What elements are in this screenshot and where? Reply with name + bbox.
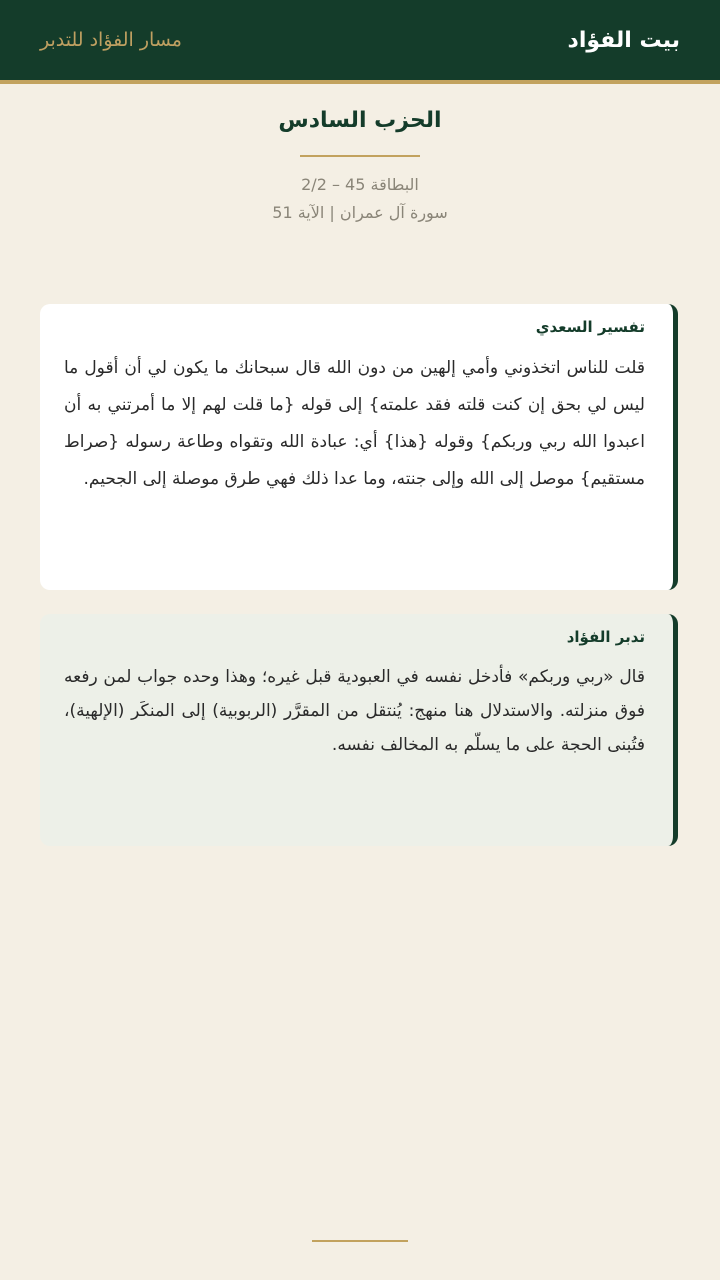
tadabbur-card	[40, 614, 678, 846]
hizb-title: الحزب السادس	[278, 108, 442, 133]
section-header	[0, 104, 720, 227]
tafsir-label: تفسير السعدي	[535, 318, 645, 336]
tadabbur-label: تدبر الفؤاد	[566, 628, 645, 646]
app-brand-title: بيت الفؤاد	[567, 27, 680, 53]
tafsir-card	[40, 304, 678, 590]
card-counter: البطاقة 45 – 2/2	[301, 175, 419, 194]
gold-divider	[300, 155, 420, 157]
track-title-link[interactable]: مسار الفؤاد للتدبر	[40, 29, 182, 51]
tafsir-text: قلت للناس اتخذوني وأمي إلهين من دون الله قال سبحانك ما يكون لي أن أقول ما ليس لي بحق إن كنت قلته فقد علمته} إلى قوله {ما قلت لهم إلا ما أمرتني به أن اعبدوا الله ربي وربكم} وقوله {هذا} أي: عبادة الله وتقواه وطاعة رسوله {صراط مستقيم} موصل إلى الله وإلى جنته، وما عدا ذلك فهي طرق موصلة إلى الجحيم.	[64, 358, 645, 489]
tadabbur-text: قال «ربي وربكم» فأدخل نفسه في العبودية قبل غيره؛ وهذا وحده جواب لمن رفعه فوق منزلته. والاستدلال هنا منهج: يُنتقل من المقرَّر (الربوبية) إلى المنكَر (الإلهية)، فتُبنى الحجة على ما يسلّم به المخالف نفسه.	[64, 667, 645, 755]
surah-ayah-reference: سورة آل عمران | الآية 51	[272, 203, 448, 222]
top-app-bar	[0, 0, 720, 84]
bottom-divider	[312, 1240, 408, 1242]
